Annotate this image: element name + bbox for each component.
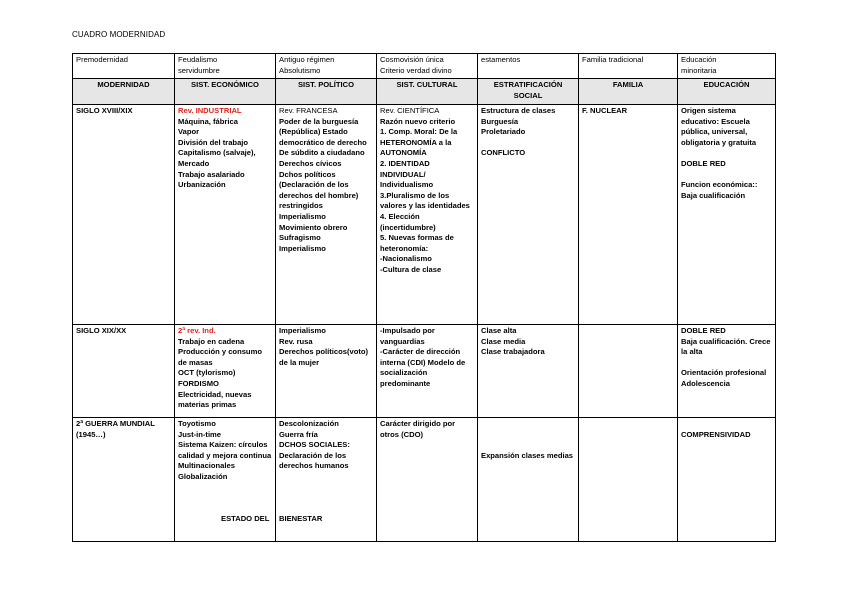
rev-industrial-title: Rev. INDUSTRIAL: [178, 106, 242, 115]
premodern-family: Familia tradicional: [579, 54, 678, 79]
header-education: EDUCACIÓN: [678, 79, 776, 105]
header-social: ESTRATIFICACIÓN SOCIAL: [478, 79, 579, 105]
list-item: -Cultura de clase: [380, 264, 442, 274]
list-item: Guerra fría: [279, 429, 318, 439]
premodern-education: Educación minoritaria: [678, 54, 776, 79]
list-item: Burguesía: [481, 116, 519, 126]
cell-cultural-xix: [377, 325, 478, 418]
list-item: OCT (tylorismo): [178, 368, 236, 378]
list-item: Imperialismo: [279, 211, 326, 221]
cell-economic-xviii: [175, 105, 276, 325]
list-item: Derechos cívicos: [279, 158, 342, 168]
list-item: Urbanización: [178, 180, 226, 190]
bienestar-label: BIENESTAR: [279, 514, 323, 523]
list-item: Globalización: [178, 471, 228, 481]
row-label-xviii: SIGLO XVIII/XIX: [73, 105, 175, 325]
list-item: Proletariado: [481, 127, 526, 137]
rev-cientifica-title: Rev. CIENTÍFICA: [380, 106, 440, 115]
cell-education-war: [678, 418, 776, 542]
premodern-row: [73, 54, 776, 79]
header-modernidad: MODERNIDAD: [73, 79, 175, 105]
row-siglo-xix: [73, 325, 776, 418]
row-siglo-xviii: [73, 105, 776, 325]
list-item: Toyotismo: [178, 419, 216, 428]
row-segunda-guerra: [73, 418, 776, 542]
rev-francesa-title: Rev. FRANCESA: [279, 106, 338, 115]
list-item: Vapor: [178, 127, 200, 137]
list-item: 3.Pluralismo de los valores y las identidades: [380, 190, 470, 211]
cell-family-xix: [579, 325, 678, 418]
list-item: FORDISMO: [178, 378, 219, 388]
header-cultural: SIST. CULTURAL: [377, 79, 478, 105]
list-item: Trabajo asalariado: [178, 169, 245, 179]
list-item: Clase trabajadora: [481, 347, 545, 357]
list-item: Clase alta: [481, 326, 517, 335]
cell-political-xviii: [276, 105, 377, 325]
header-economic: SIST. ECONÓMICO: [175, 79, 276, 105]
list-item: 4. Elección (incertidumbre): [380, 211, 436, 232]
premodern-social: estamentos: [478, 54, 579, 79]
list-item: Rev. rusa: [279, 336, 313, 346]
list-item: De súbdito a ciudadano: [279, 148, 365, 158]
document-title: CUADRO MODERNIDAD: [72, 30, 166, 39]
list-item: Derechos políticos(voto) de la mujer: [279, 347, 369, 367]
header-family: FAMILIA: [579, 79, 678, 105]
list-item: Razón nuevo criterio: [380, 116, 456, 126]
list-item: Imperialismo: [279, 326, 326, 335]
list-item: Imperialismo: [279, 243, 326, 253]
cell-economic-xix: [175, 325, 276, 418]
list-item: Dchos políticos (Declaración de los derechos del hombre) restringidos: [279, 169, 359, 211]
education-function: Funcion económica:: Baja cualificación: [681, 180, 758, 200]
cell-family-war: [579, 418, 678, 542]
list-item: 2. IDENTIDAD INDIVIDUAL/ Individualismo: [380, 158, 434, 190]
premodern-economic: Feudalismo servidumbre: [175, 54, 276, 79]
list-item: Orientación profesional Adolescencia: [681, 368, 767, 388]
row-label-xix: SIGLO XIX/XX: [73, 325, 175, 418]
list-item: Just-in-time: [178, 429, 222, 439]
cell-cultural-xviii: [377, 105, 478, 325]
list-item: Multinacionales: [178, 461, 235, 471]
premodern-label: Premodernidad: [73, 54, 175, 79]
cell-political-war: [276, 418, 377, 542]
second-rev-title: 2ª rev. Ind.: [178, 326, 216, 335]
list-item: 5. Nuevas formas de heteronomía:: [380, 233, 454, 253]
conflicto-label: CONFLICTO: [481, 148, 526, 158]
list-item: Producción y consumo de masas: [178, 347, 262, 367]
list-item: Sufragismo: [279, 233, 321, 243]
list-item: 1. Comp. Moral: De la HETERONOMÍA a la AUTONOMÍA: [380, 127, 458, 158]
list-item: Estructura de clases: [481, 106, 556, 115]
header-row: [73, 79, 776, 105]
list-item: Sistema Kaizen: círculos calidad y mejora continua: [178, 440, 272, 460]
cell-education-xix: [678, 325, 776, 418]
comprensividad-label: COMPRENSIVIDAD: [681, 429, 751, 439]
modernity-table: [72, 53, 776, 542]
list-item: -Impulsado por vanguardias: [380, 326, 435, 346]
cell-cultural-war: Carácter dirigido por otros (CDO): [377, 418, 478, 542]
list-item: Electricidad, nuevas materias primas: [178, 389, 252, 410]
list-item: Movimiento obrero: [279, 222, 348, 232]
header-political: SIST. POLÍTICO: [276, 79, 377, 105]
doble-red-label: DOBLE RED: [681, 158, 726, 168]
cell-social-xix: [478, 325, 579, 418]
list-item: Clase media: [481, 336, 526, 346]
cell-political-xix: [276, 325, 377, 418]
cell-economic-war: [175, 418, 276, 542]
list-item: Poder de la burguesía (República) Estado democrático de derecho: [279, 116, 367, 147]
list-item: Trabajo en cadena: [178, 336, 245, 346]
row-label-war: 2ª GUERRA MUNDIAL (1945…): [73, 418, 175, 542]
education-origin: Origen sistema educativo: Escuela pública, universal, obligatoria y gratuita: [681, 106, 757, 147]
estado-del-label: ESTADO DEL: [221, 514, 270, 523]
cell-family-xviii: F. NUCLEAR: [579, 105, 678, 325]
cell-education-xviii: [678, 105, 776, 325]
list-item: Descolonización: [279, 419, 339, 428]
list-item: DCHOS SOCIALES: Declaración de los derechos humanos: [279, 440, 350, 471]
premodern-cultural: Cosmovisión única Criterio verdad divino: [377, 54, 478, 79]
cell-social-war: [478, 418, 579, 542]
doble-red-label: DOBLE RED: [681, 326, 726, 335]
premodern-political: Antiguo régimen Absolutismo: [276, 54, 377, 79]
cell-social-xviii: [478, 105, 579, 325]
list-item: Máquina, fábrica: [178, 116, 238, 126]
list-item: -Nacionalismo: [380, 254, 432, 264]
list-item: Expansión clases medias: [481, 450, 574, 460]
list-item: Capitalismo (salvaje), Mercado: [178, 148, 256, 168]
list-item: División del trabajo: [178, 137, 249, 147]
list-item: Baja cualificación. Crece la alta: [681, 336, 771, 357]
list-item: -Carácter de dirección interna (CDI) Modelo de socialización predominante: [380, 347, 466, 388]
